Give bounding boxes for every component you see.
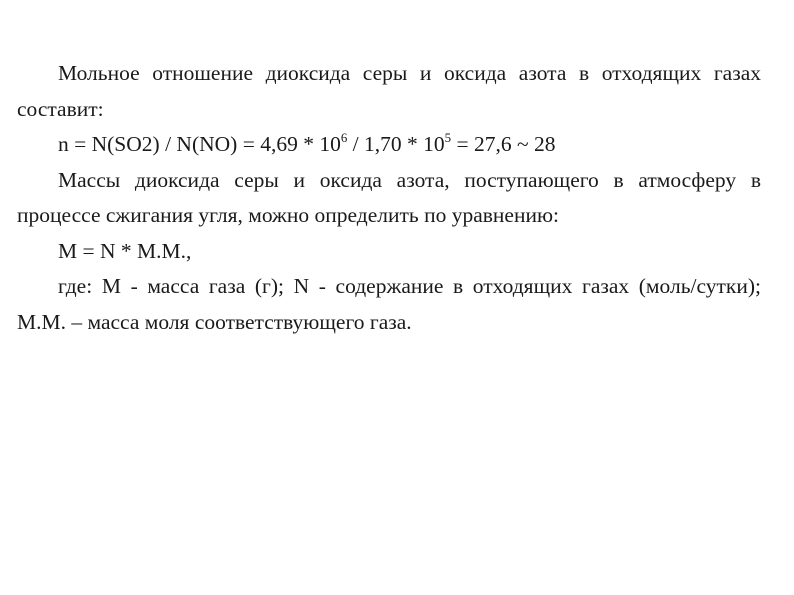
formula-part: n = N(SO2) / N(NO) = 4,69 * 10 <box>58 132 341 156</box>
text-block <box>17 56 761 340</box>
formula-exponent: 5 <box>444 130 452 145</box>
paragraph-definitions: где: M - масса газа (г); N - содержание в отходящих газах (моль/сутки); М.М. – масса моля соответствующего газа. <box>17 274 761 334</box>
formula-part: / 1,70 * 10 <box>347 132 445 156</box>
formula-part: = 27,6 ~ 28 <box>451 132 556 156</box>
paragraph-masses: Массы диоксида серы и оксида азота, поступающего в атмосферу в процессе сжигания угля, можно определить по уравнению: <box>17 167 761 227</box>
formula-molar-ratio <box>17 127 761 163</box>
paragraph-molar-ratio: Мольное отношение диоксида серы и оксида азота в отходящих газах составит: <box>17 61 761 121</box>
formula-exponent: 6 <box>340 130 348 145</box>
formula-mass: M = N * M.M., <box>58 238 192 263</box>
